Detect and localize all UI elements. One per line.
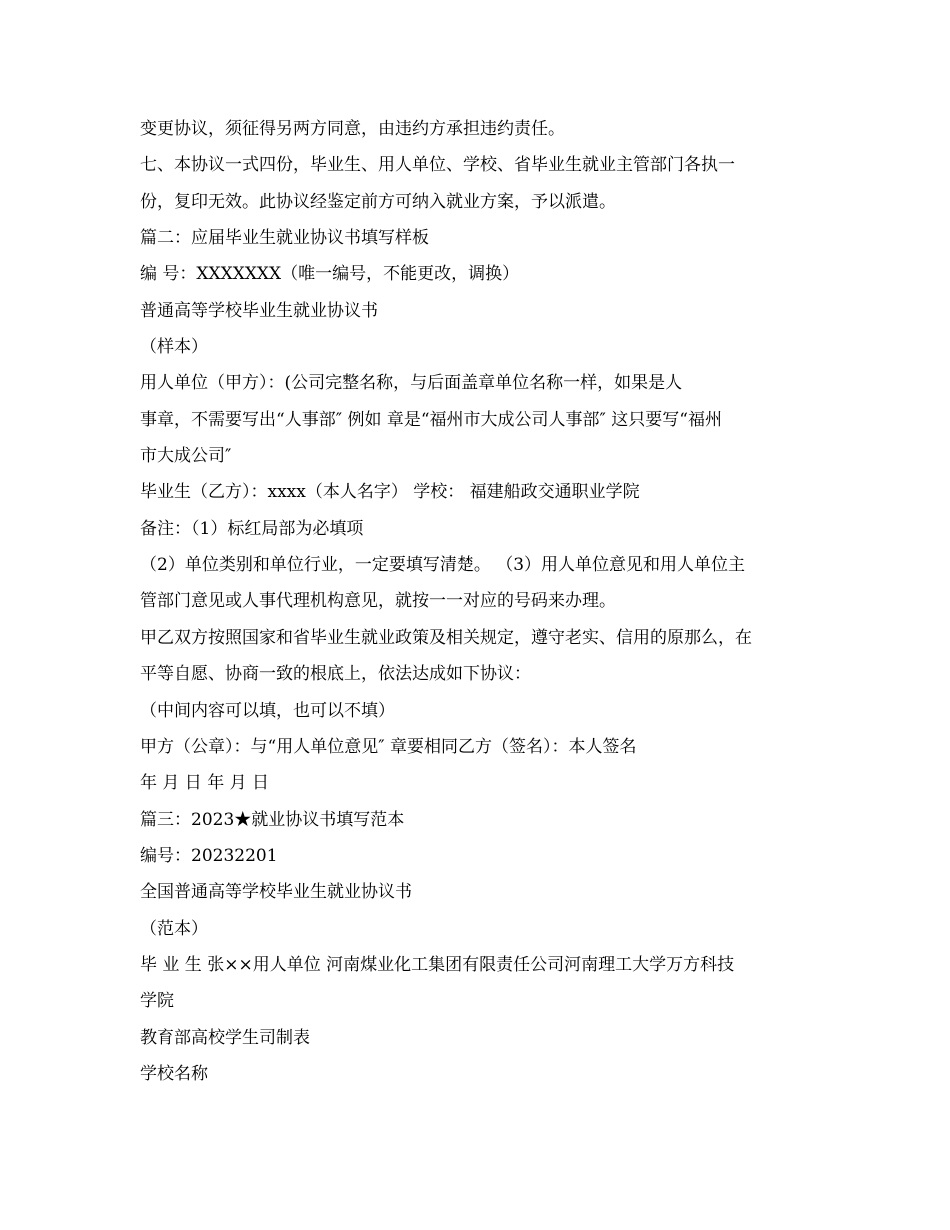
text-line-19: 年 月 日 年 月 日	[140, 773, 270, 794]
text-line-16: 平等自愿、协商一致的根底上，依法达成如下协议：	[140, 664, 531, 685]
text-line-22: 全国普通高等学校毕业生就业协议书	[140, 882, 412, 903]
text-line-15: 甲乙双方按照国家和省毕业生就业政策及相关规定，遵守老实、信用的原那么，在	[140, 627, 752, 648]
text-line-6: 普通高等学校毕业生就业协议书	[140, 300, 378, 321]
text-line-10: 市大成公司″	[140, 446, 232, 467]
section-heading-3: 篇三：2023★就业协议书填写范本	[140, 809, 405, 830]
text-line-26: 教育部高校学生司制表	[140, 1027, 310, 1048]
text-line-21: 编号：20232201	[140, 845, 278, 866]
text-line-8: 用人单位（甲方）：(公司完整名称，与后面盖章单位名称一样，如果是人	[140, 373, 683, 394]
text-line-14: 管部门意见或人事代理机构意见，就按一一对应的号码来办理。	[140, 591, 616, 612]
text-line-18: 甲方（公章）：与“用人单位意见″ 章要相同乙方（签名）：本人签名	[140, 736, 637, 757]
text-line-5: 编 号：XXXXXXX（唯一编号，不能更改，调换）	[140, 264, 520, 285]
text-line-12: 备注：（1）标红局部为必填项	[140, 518, 364, 539]
document-body	[140, 111, 820, 1092]
text-line-13: （2）单位类别和单位行业，一定要填写清楚。 （3）用人单位意见和用人单位主	[140, 555, 746, 576]
text-line-3: 份，复印无效。此协议经鉴定前方可纳入就业方案，予以派遣。	[140, 191, 616, 212]
text-line-23: （范本）	[140, 918, 208, 939]
text-line-7: （样本）	[140, 337, 208, 358]
text-line-2: 七、本协议一式四份，毕业生、用人单位、学校、省毕业生就业主管部门各执一	[140, 155, 735, 176]
text-line-1: 变更协议，须征得另两方同意，由违约方承担违约责任。	[140, 119, 565, 139]
text-line-27: 学校名称	[140, 1063, 208, 1084]
text-line-11: 毕业生（乙方）：xxxx（本人名字） 学校： 福建船政交通职业学院	[140, 482, 640, 503]
text-line-17: （中间内容可以填，也可以不填）	[140, 700, 395, 721]
text-line-9: 事章，不需要写出“人事部″ 例如 章是“福州市大成公司人事部″ 这只要写“福州	[140, 409, 722, 430]
text-line-24: 毕 业 生 张××用人单位 河南煤业化工集团有限责任公司河南理工大学万方科技	[140, 954, 735, 975]
text-line-25: 学院	[140, 991, 174, 1012]
section-heading-2: 篇二：应届毕业生就业协议书填写样板	[140, 228, 429, 249]
